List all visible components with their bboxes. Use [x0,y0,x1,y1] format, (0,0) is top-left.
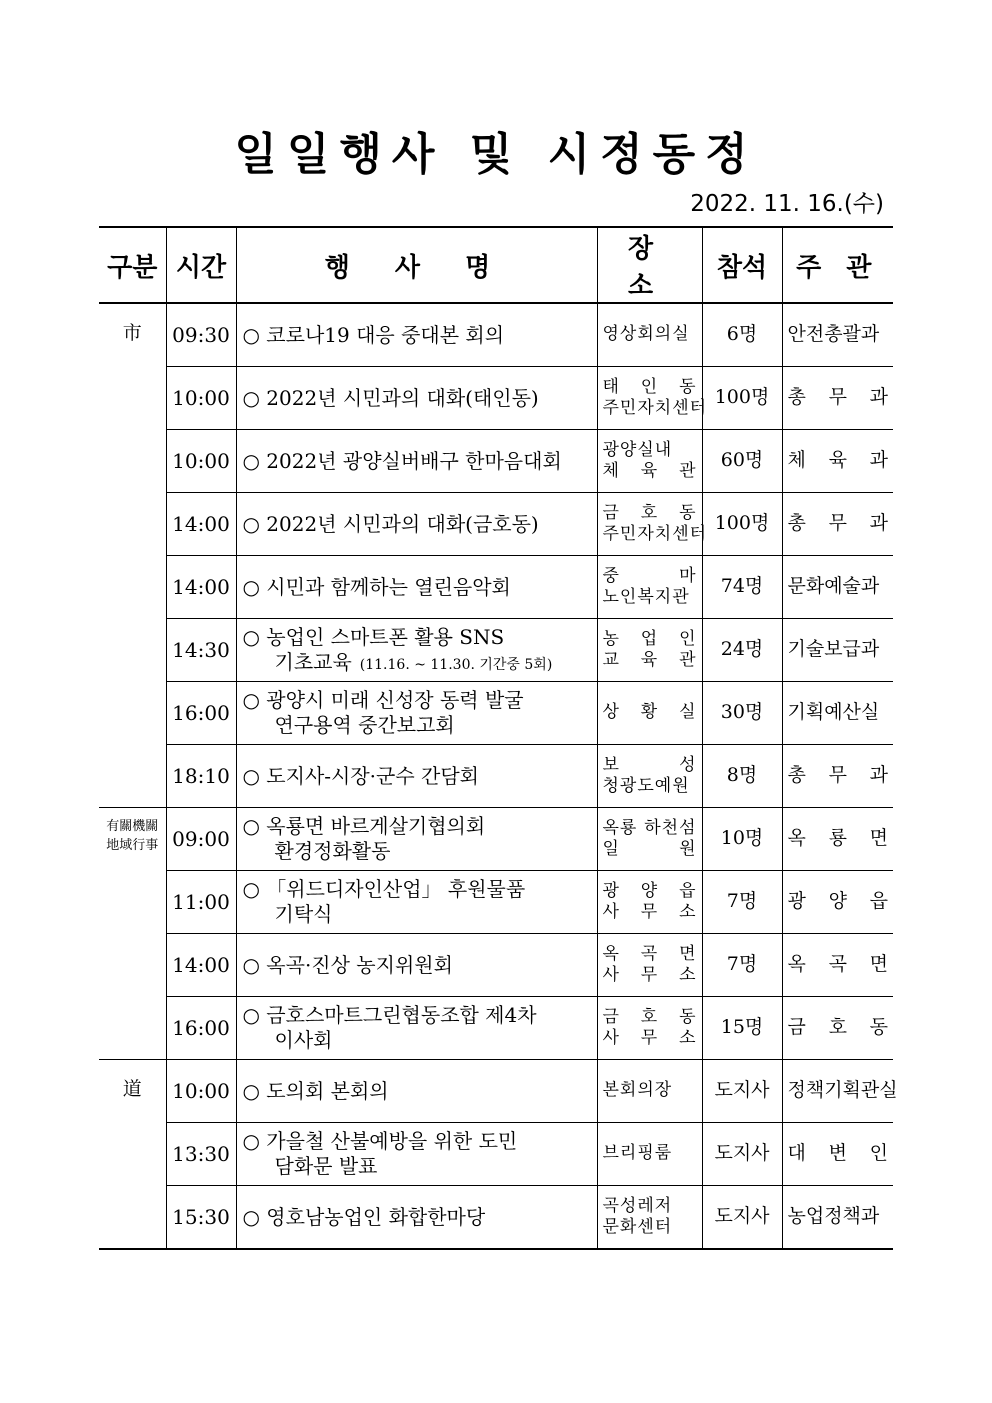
event-name-line [243,902,597,927]
place-line: 청광도예원 [602,776,690,796]
attendance-cell: 도지사 [702,1060,782,1123]
place-line: 중 마 [602,565,697,586]
event-name-text: ○ 옥룡면 바르게살기협의회 [242,814,486,838]
event-name-line [243,1129,597,1154]
schedule-body [99,303,898,1249]
host-cell: 대 변 인 [782,1123,893,1186]
event-name-line [243,1003,597,1028]
place-line: 보 성 [602,754,697,775]
attendance-cell: 100명 [702,367,782,430]
category-cell [99,303,166,808]
place-cell [597,997,702,1060]
event-name-line [243,688,597,713]
place-line: 주민자치센터 [602,398,708,418]
place-line: 사 무 소 [602,1028,697,1048]
place-line: 주민자치센터 [602,524,708,544]
event-name-text: 기초교육 [274,650,352,674]
event-cell [236,934,597,997]
place-line: 농 업 인 [602,628,697,649]
event-cell [236,619,597,682]
place-line: 금 호 동 [602,502,697,523]
event-name-text: ○ 2022년 시민과의 대화(태인동) [242,385,539,410]
event-name-line [243,1154,597,1179]
event-name-text: ○ 영호남농업인 화합한마당 [242,1204,486,1229]
attendance-cell: 15명 [702,997,782,1060]
header-time: 시간 [166,227,236,303]
event-name-text: 환경정화활동 [274,839,391,863]
category-cell [99,1060,166,1250]
host-cell: 기술보급과 [782,619,893,682]
place-cell [597,934,702,997]
table-row [99,1186,893,1250]
table-row [99,303,893,367]
time-cell: 16:00 [166,682,236,745]
host-cell: 정책기획관실 [782,1060,893,1123]
place-line: 태 인 동 [602,376,697,397]
host-cell: 총 무 과 [782,493,893,556]
place-cell [597,367,708,430]
attendance-cell: 24명 [702,619,782,682]
place-cell [597,1123,702,1186]
host-cell: 문화예술과 [782,556,893,619]
place-line: 곡성레저 [602,1195,673,1216]
event-cell [236,871,597,934]
event-name-line [243,650,597,675]
host-cell: 안전총괄과 [782,303,893,367]
place-cell [597,745,702,808]
place-cell [597,493,708,556]
table-row [99,430,893,493]
event-name-text: ○ 금호스마트그린협동조합 제4차 [242,1003,537,1027]
place-cell [597,1186,702,1250]
event-name-text: 기탁식 [274,902,333,926]
event-name-line [243,839,597,864]
page-title: 일일행사 및 시정동정 [234,129,758,180]
event-name-text: ○ 옥곡·진상 농지위원회 [242,952,453,977]
event-name-text: ○ 2022년 시민과의 대화(금호동) [242,511,539,536]
header-row [99,227,893,303]
event-name-text: 연구용역 중간보고회 [274,713,455,737]
event-name-text: ○ 가을철 산불예방을 위한 도민 [242,1129,518,1153]
place-line: 문화센터 [602,1217,673,1237]
time-cell: 09:30 [166,303,236,367]
time-cell: 14:00 [166,493,236,556]
host-cell: 광 양 읍 [782,871,893,934]
header-host: 주 관 [782,227,893,303]
attendance-cell: 6명 [702,303,782,367]
time-cell: 13:30 [166,1123,236,1186]
event-name-text: ○ 2022년 광양실버배구 한마음대회 [242,448,562,473]
event-cell [236,997,597,1060]
event-cell [236,303,597,367]
event-name-line [243,449,597,474]
table-row [99,1123,893,1186]
attendance-cell: 74명 [702,556,782,619]
event-cell [236,808,597,871]
event-name-text: ○ 「위드디자인산업」 후원물품 [242,877,526,901]
attendance-cell: 30명 [702,682,782,745]
event-name-line [243,953,597,978]
time-cell: 10:00 [166,1060,236,1123]
table-row [99,367,893,430]
event-name-line [243,625,597,650]
attendance-cell: 도지사 [702,1123,782,1186]
event-name-text: 이사회 [274,1028,333,1052]
place-line: 광양실내 [602,439,673,460]
place-line: 상 황 실 [602,702,697,723]
header-category: 구분 [99,227,166,303]
attendance-cell: 8명 [702,745,782,808]
event-name-text: ○ 시민과 함께하는 열린음악회 [242,574,511,599]
attendance-cell: 도지사 [702,1186,782,1250]
host-cell: 옥 곡 면 [782,934,893,997]
table-row [99,556,893,619]
header-event: 행 사 명 [236,227,597,303]
event-name-line [243,575,597,600]
place-line: 일 원 [602,839,697,859]
table-row [99,934,893,997]
host-cell: 농업정책과 [782,1186,893,1250]
attendance-cell: 10명 [702,808,782,871]
time-cell: 10:00 [166,367,236,430]
table-row [99,682,893,745]
event-cell [236,556,597,619]
time-cell: 09:00 [166,808,236,871]
event-name-line [243,764,597,789]
event-name-line [243,323,597,348]
time-cell: 14:30 [166,619,236,682]
place-line: 광 양 읍 [602,880,697,901]
time-cell: 14:00 [166,934,236,997]
event-cell [236,682,597,745]
event-name-text: ○ 광양시 미래 신성장 동력 발굴 [242,688,524,712]
place-line: 교 육 관 [602,650,697,670]
category-label: 道 [122,1078,142,1100]
event-name-line [243,713,597,738]
place-cell [597,619,702,682]
event-cell [236,493,597,556]
event-cell [236,745,597,808]
host-cell: 체 육 과 [782,430,893,493]
category-label: 市 [122,322,142,344]
table-row [99,997,893,1060]
place-cell [597,682,702,745]
host-cell: 옥 룡 면 [782,808,893,871]
category-cell [99,808,166,1060]
event-note: (11.16. ~ 11.30. 기간중 5회) [359,657,553,673]
event-name-line [243,1028,597,1053]
report-date: 2022. 11. 16.(수) [690,191,884,217]
event-name-line [243,1205,597,1230]
place-cell [597,430,702,493]
place-line: 사 무 소 [602,902,697,922]
category-label: 地域行事 [106,837,159,853]
table-row [99,745,893,808]
place-line: 옥룡 하천섬 [602,817,697,838]
place-cell [597,1060,702,1123]
host-cell: 총 무 과 [782,745,893,808]
attendance-cell: 100명 [702,493,782,556]
event-name-line [243,512,597,537]
place-line: 브리핑룸 [602,1143,673,1164]
host-cell: 총 무 과 [782,367,893,430]
time-cell: 14:00 [166,556,236,619]
time-cell: 16:00 [166,997,236,1060]
table-row [99,871,893,934]
place-line: 금 호 동 [602,1006,697,1027]
event-name-line [243,814,597,839]
table-row [99,493,893,556]
event-name-text: ○ 농업인 스마트폰 활용 SNS [242,625,505,649]
event-name-line [243,1079,597,1104]
host-cell: 금 호 동 [782,997,893,1060]
attendance-cell: 7명 [702,934,782,997]
event-cell [236,367,597,430]
time-cell: 10:00 [166,430,236,493]
place-cell [597,808,702,871]
table-row [99,619,893,682]
table-row [99,1060,893,1123]
event-cell [236,1186,597,1250]
category-label: 有關機關 [106,819,159,834]
event-name-text: ○ 코로나19 대응 중대본 회의 [242,322,505,347]
event-name-text: ○ 도지사-시장·군수 간담회 [242,763,479,788]
event-name-text: ○ 도의회 본회의 [242,1078,389,1103]
attendance-cell: 60명 [702,430,782,493]
event-name-line [243,386,597,411]
place-line: 옥 곡 면 [602,943,697,964]
host-cell: 기획예산실 [782,682,893,745]
event-name-text: 담화문 발표 [274,1154,378,1178]
place-line: 체 육 관 [602,461,697,481]
header-attendance: 참석 [702,227,782,303]
place-cell [597,303,702,367]
place-line: 사 무 소 [602,965,697,985]
time-cell: 18:10 [166,745,236,808]
attendance-cell: 7명 [702,871,782,934]
event-cell [236,430,597,493]
time-cell: 15:30 [166,1186,236,1250]
place-cell [597,556,702,619]
time-cell: 11:00 [166,871,236,934]
place-line: 영상회의실 [602,324,690,345]
event-cell [236,1123,597,1186]
table-row [99,808,893,871]
place-line: 본회의장 [602,1080,673,1101]
place-line: 노인복지관 [602,587,690,607]
header-place: 장 소 [597,227,702,303]
schedule-table [99,226,898,1250]
event-name-line [243,877,597,902]
place-cell [597,871,702,934]
event-cell [236,1060,597,1123]
